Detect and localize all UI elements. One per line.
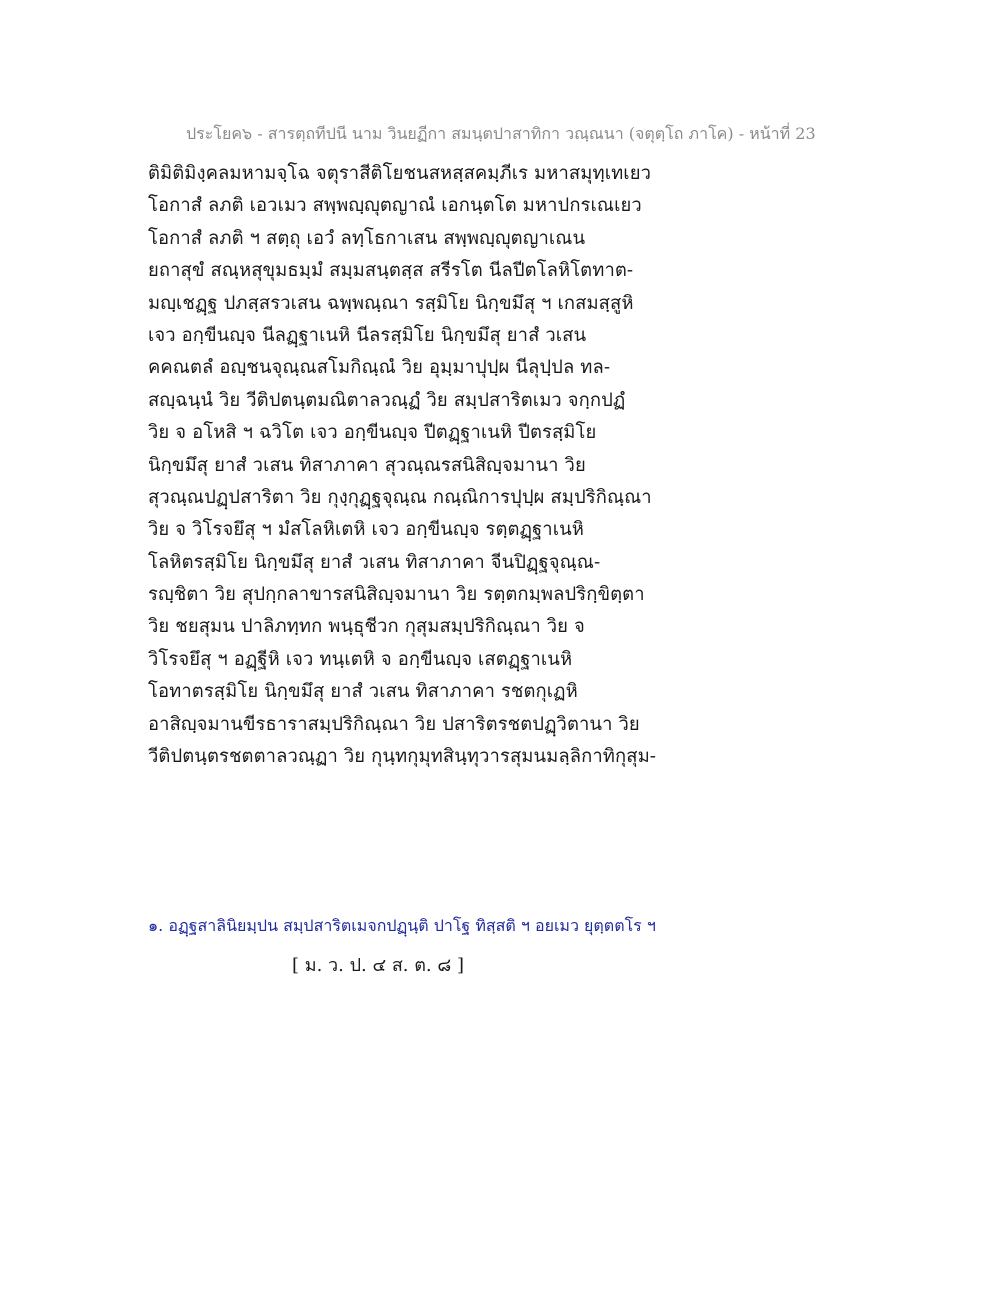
text-line: โอทาตรสฺมิโย นิกฺขมึสุ ยาสํ วเสน ทิสาภาคา รชตกุเฏหิ [148, 681, 578, 703]
text-line: วิย จ วิโรจยึสุ ฯ มํสโลหิเตหิ เจว อกฺขีนญฺจ รตฺตฏฺฐาเนหิ [148, 519, 584, 541]
text-line: วิโรจยึสุ ฯ อฏฺฐีหิ เจว ทนฺเตหิ จ อกฺขีนญฺจ เสตฏฺฐาเนหิ [148, 648, 573, 670]
page-reference: [ ม. ว. ป. ๔ ส. ต. ๘ ] [292, 955, 465, 976]
text-line: โอกาสํ ลภติ เอวเมว สพฺพญฺญุตญาณํ เอกนฺตโต มหาปกรเณเยว [148, 195, 642, 217]
text-line: อาสิญฺจมานขีรธาราสมฺปริกิณฺณา วิย ปสาริตรชตปฏฺวิตานา วิย [148, 713, 640, 735]
text-line: นิกฺขมึสุ ยาสํ วเสน ทิสาภาคา สุวณฺณรสนิสิญฺจมานา วิย [148, 454, 586, 476]
text-line: ติมิติมิงฺคลมหามจฺโฉ จตุราสีติโยชนสหสฺสคมฺภีเร มหาสมุทฺเทเยว [148, 163, 651, 184]
text-line: คคณตลํ อญฺชนจุณฺณสโมกิณฺณํ วิย อุมฺมาปุปฺผ นีลุปฺปล ทล- [148, 357, 611, 379]
text-line: เจว อกฺขีนญฺจ นีลฏฺฐาเนหิ นีลรสฺมิโย นิกฺขมึสุ ยาสํ วเสน [148, 324, 587, 346]
text-line: ยถาสุขํ สณฺหสุขุมธมฺมํ สมฺมสนฺตสฺส สรีรโต นีลปีตโลหิโตทาต- [148, 260, 634, 282]
text-line: สญฺฉนฺนํ วิย วีติปตนฺตมณิตาลวณฺฏํ วิย สมฺปสาริตเมว จกฺกปฏํ [148, 389, 626, 411]
text-line: มญฺเชฏฺฐ ปภสฺสรวเสน ฉพฺพณฺณา รสฺมิโย นิกฺขมึสุ ฯ เกสมสฺสูหิ [148, 292, 634, 314]
text-line: สุวณฺณปฏฺปสาริตา วิย กุงฺกุฏฺฐจุณฺณ กณฺณิการปุปฺผ สมฺปริกิณฺณา [148, 486, 652, 508]
text-line: รญฺชิตา วิย สุปกฺกลาขารสนิสิญฺจมานา วิย รตฺตกมฺพลปริกฺขิตฺตา [148, 584, 645, 606]
footnote: ๑. อฏฺฐสาลินิยมฺปน สมฺปสาริตเมจกปฏฺนฺติ ปาโฐ ทิสฺสติ ฯ อยเมว ยุตฺตตโร ฯ [148, 916, 656, 935]
text-line: โลหิตรสฺมิโย นิกฺขมึสุ ยาสํ วเสน ทิสาภาคา จีนปิฏฺฐจุณฺณ- [148, 551, 601, 573]
text-line: วีติปตนฺตรชตตาลวณฺฏา วิย กุนฺทกุมุทสินฺทุวารสุมนมลฺลิกาทิกุสุม- [148, 746, 657, 768]
page-header: ประโยค๖ - สารตฺถทีปนี นาม วินยฏีกา สมนฺตปาสาทิกา วณฺณนา (จตุตฺโถ ภาโค) - หน้าที่ 23 [186, 124, 816, 143]
body-text [148, 158, 868, 773]
text-line: โอกาสํ ลภติ ฯ สตฺถุ เอวํ ลทฺโธกาเสน สพฺพญฺญุตญาเณน [148, 227, 586, 249]
text-line: วิย ชยสุมน ปาลิภทฺทก พนฺธุชีวก กุสุมสมฺปริกิณฺณา วิย จ [148, 616, 585, 638]
text-line: วิย จ อโหสิ ฯ ฉวิโต เจว อกฺขีนญฺจ ปีตฏฺฐาเนหิ ปีตรสฺมิโย [148, 422, 597, 444]
